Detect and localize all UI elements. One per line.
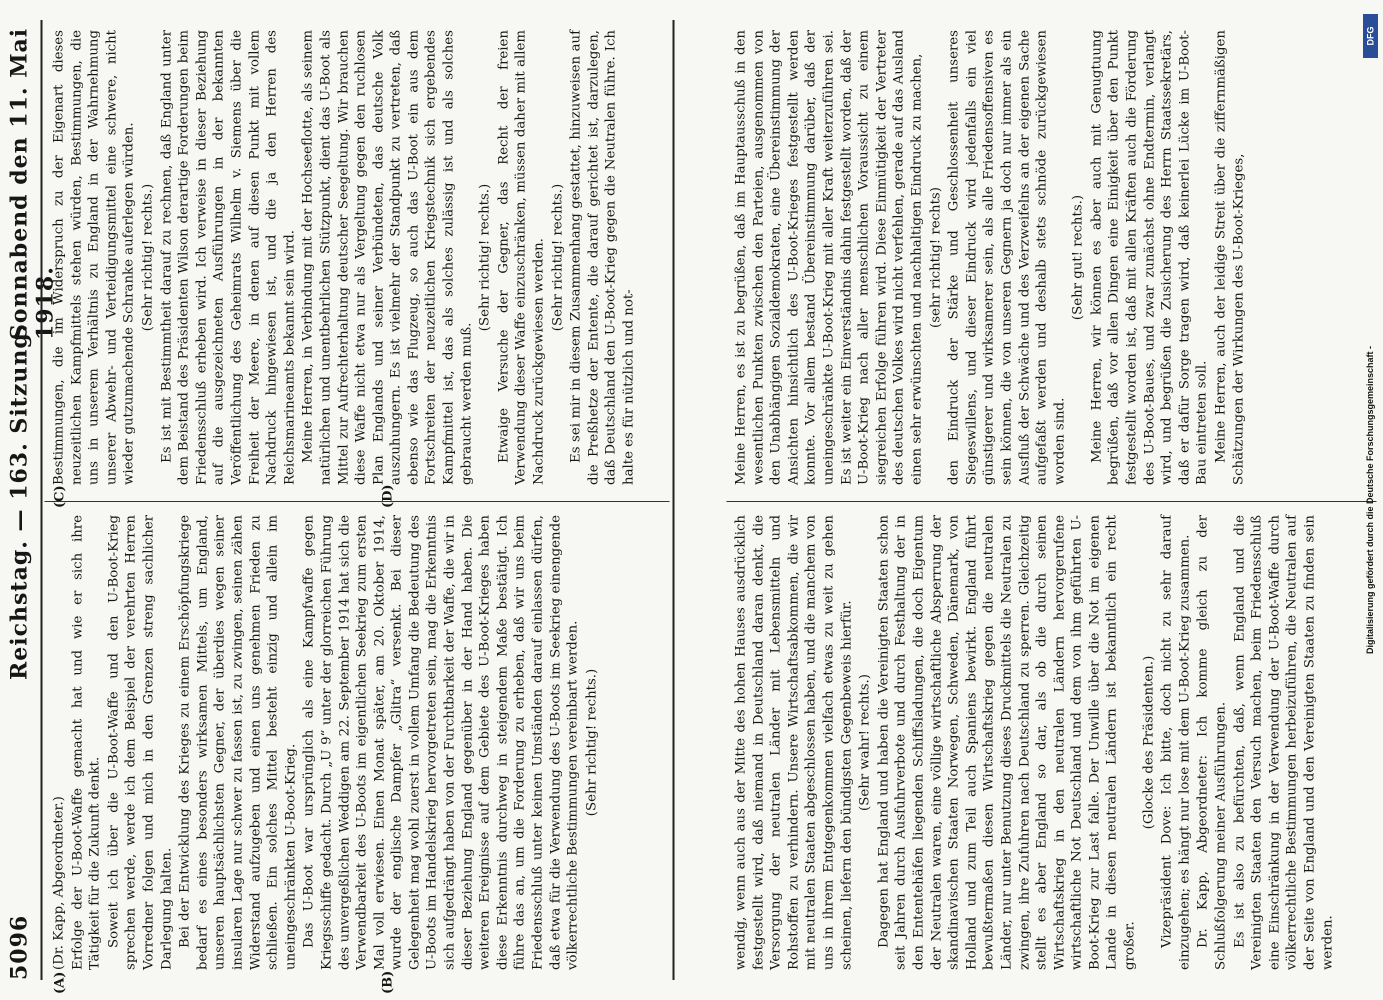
paragraph: Meine Herren, es ist zu begrüßen, daß im Hauptausschuß in den wesentlichen Punkten zwischen den Parteien, ausgenommen von den Unabhängigen Sozialdemokraten, eine Übereinstimmung der Ansichten hinsichtlich des U-Boot-Krieges festgestellt werden konnte. Vor allem bestand Übereinstimmung darüber, daß der uneingeschränkte U-Boot-Krieg mit aller Kraft weiterzuführen sei. Es ist weiter ein Einverständnis dahin festgestellt worden, daß der U-Boot-Krieg nach aller menschlichen Voraussicht zu einem siegreichen Erfolge führen wird. Diese Einmütigkeit der Vertreter des deutschen Volkes wird nicht verfehlen, gerade auf das Ausland einen sehr erwünschten und nachhaltigen Eindruck zu machen, xyxy=(733,30,924,485)
credit-text: Digitalisierung gefördert durch die Deutsche Forschungsgemeinschaft - xyxy=(1365,345,1375,655)
dfg-logo-icon: DFG xyxy=(1363,14,1378,58)
interjection: (Sehr gut! rechts.) xyxy=(1070,194,1086,321)
section-rule xyxy=(672,20,674,980)
column-divider xyxy=(726,501,1376,502)
text-column-4 xyxy=(732,30,1248,485)
margin-marker: (A) xyxy=(52,971,67,994)
interjection: (Sehr richtig! rechts.) xyxy=(139,183,155,332)
text-column-2 xyxy=(50,30,639,485)
digitization-credit xyxy=(1359,8,1381,992)
paragraph: Bei der Entwicklung des Krieges zu einem Erschöpfungskriege bedarf es eines besonders wirksamen Mittels, um England, unseren hauptsächlichsten Gegner, der überdies wegen seiner insularen Lage nur schwer zu fassen ist, zu zwingen, seinen zähen Widerstand aufzugeben und einen uns genehmen Frieden zu schließen. Ein solches Mittel besteht einzig und allein im uneingeschränkten U-Boot-Krieg. xyxy=(177,515,298,970)
paragraph: Es ist also zu befürchten, daß, wenn England und die Vereinigten Staaten den Versuch machen, beim Friedensschluß eine Einschränkung in der Verwendung der U-Boot-Waffe durch völkerrechtliche Bestimmungen herbeizuführen, die Neutralen auf der Seite von England und den Vereinigten Staaten zu finden sein werden. xyxy=(1231,515,1335,970)
paragraph: Soweit ich über die U-Boot-Waffe und den U-Boot-Krieg sprechen werde, werde ich dem Beispiel der verehrten Herren Vorredner folgen und mich in den Grenzen streng sachlicher Darlegung halten. xyxy=(105,515,174,970)
column-divider xyxy=(44,501,669,502)
header-rule xyxy=(40,20,42,980)
paragraph: wendig, wenn auch aus der Mitte des hohen Hauses ausdrücklich festgestellt wird, daß niemand in Deutschland daran denkt, die Versorgung der neutralen Länder mit Lebensmitteln und Rohstoffen zu verhindern. Unsere Wirtschaftsabkommen, die wir mit neutralen Staaten abgeschlossen haben, und die manchem von uns in ihrem Entgegenkommen vielfach etwas zu weit zu gehen scheinen, liefern den bündigsten Gegenbeweis hierfür. xyxy=(733,515,854,970)
page-number: 5096 xyxy=(6,914,32,980)
text-column-1 xyxy=(50,515,601,970)
interjection: (Sehr wahr! rechts.) xyxy=(857,674,873,811)
paragraph: Das U-Boot war ursprünglich als eine Kampfwaffe gegen Kriegsschiffe gedacht. Durch „U 9“ unter der glorreichen Führung des unvergeßlichen Weddigen am 22. September 1914 hat sich die Verwendbarkeit des U-Boots im eigentlichen Seekrieg zum ersten Mal voll erwiesen. Einen Monat später, am 20. Oktober 1914, wurde der englische Dampfer „Glitra“ versenkt. Bei dieser Gelegenheit mag wohl zuerst in vollem Umfang die Bedeutung des U-Boots im Handelskrieg hervorgetreten sein, mag die Erkenntnis sich aufgedrängt haben von der Furchtbarkeit der Waffe, die wir in dieser Beziehung England gegenüber in der Hand haben. Die weiteren Ereignisse auf dem Gebiete des U-Boot-Krieges haben diese Erkenntnis durchweg in steigendem Maße bestätigt. Ich führe das an, um die Forderung zu erheben, daß wir uns beim Friedensschluß unter keinen Umständen darauf einlassen dürfen, daß etwa für die Verwendung des U-Boots im Seekrieg einengende völkerrechtliche Bestimmungen vereinbart werden. xyxy=(301,515,581,970)
paragraph: Es ist mit Bestimmtheit darauf zu rechnen, daß England unter dem Beistand des Präsidenten Wilson derartige Forderungen beim Friedensschluß erheben wird. Ich verweise in dieser Beziehung auf die ausgezeichneten Ausführungen in der bekannten Veröffentlichung des Geheimrats Wilhelm v. Siemens über die Freiheit der Meere, in denen auf diesen Punkt mit vollem Nachdruck hingewiesen ist, und die ja den Herren des Reichsmarineamts bekannt sein wird. xyxy=(158,30,297,485)
margin-marker: (B) xyxy=(380,970,395,994)
margin-marker: (D) xyxy=(380,484,395,508)
text-column-3 xyxy=(732,515,1337,970)
page-title: Reichstag. — 163. Sitzung. xyxy=(6,323,32,680)
interjection: (Sehr richtig! rechts.) xyxy=(549,183,565,332)
paragraph: Es sei mir in diesem Zusammenhang gestattet, hinzuweisen auf die Preßhetze der Entente, die darauf gerichtet ist, darzulegen, daß Deutschland den U-Boot-Krieg gegen die Neutralen führe. Ich halte es für nützlich und not- xyxy=(568,30,636,485)
paragraph: Vizepräsident Dove: Ich bitte, doch nicht zu sehr darauf einzugehen; es hängt nur lose mit dem U-Boot-Krieg zusammen. xyxy=(1159,515,1192,970)
paragraph: Dagegen hat England und haben die Vereinigten Staaten schon seit Jahren durch Ausfuhrverbote und durch Festhaltung der in den Ententehäfen liegenden Schiffsladungen, die doch Eigentum der Neutralen waren, eine völlige wirtschaftliche Absperrung der skandinavischen Staaten Norwegen, Schweden, Dänemark, von Holland und zum Teil auch Spaniens bewirkt. England führt bewußtermaßen diesen Wirtschaftskrieg gegen die neutralen Länder, nur unter Benutzung dieses Druckmittels die Neutralen zu zwingen, ihre Zufuhren nach Deutschland zu sperren. Gleichzeitig stellt es aber England so dar, als ob die durch seinen Wirtschaftskrieg in den neutralen Ländern hervorgerufene wirtschaftliche Not Deutschland und dem von ihm geführten U-Boot-Krieg zur Last falle. Der Unwille über die Not im eigenen Lande in diesen neutralen Ländern ist bekanntlich ein recht großer. xyxy=(875,515,1138,970)
page-date: Sonnabend den 11. Mai 1918. xyxy=(6,27,58,340)
paragraph: Meine Herren, wir können es aber auch mit Genugtuung begrüßen, daß vor allen Dingen eine Einigkeit über den Punkt festgestellt worden ist, daß mit allen Kräften auch die Förderung des U-Boot-Baues, und zwar zunächst ohne Endtermin, verlangt wird, und begrüßen die Zusicherung des Herrn Staatssekretärs, daß er dafür Sorge tragen wird, daß keinerlei Lücke im U-Boot-Bau eintreten soll. xyxy=(1088,30,1210,485)
margin-marker: (C) xyxy=(52,485,67,508)
paragraph: Etwaige Versuche der Gegner, das Recht der freien Verwendung dieser Waffe einzuschränken, müssen daher mit allem Nachdruck zurückgewiesen werden. xyxy=(495,30,547,485)
paragraph: Dr. Kapp, Abgeordneter: Ich komme gleich zu der Schlußfolgerung meiner Ausführungen. xyxy=(1195,515,1229,970)
interjection: (sehr richtig! rechts) xyxy=(927,187,943,328)
speaker-line: (Dr. Kapp, Abgeordneter.) xyxy=(51,796,66,970)
paragraph: Meine Herren, auch der leidige Streit über die ziffernmäßigen Schätzungen der Wirkungen des U-Boot-Krieges, xyxy=(1213,30,1246,485)
paragraph: Erfolge der U-Boot-Waffe gemacht hat und wie er sich ihre Tätigkeit für die Zukunft denkt. xyxy=(69,515,103,970)
paragraph: Meine Herren, in Verbindung mit der Hochseeflotte, als seinem natürlichen und unentbehrlichen Stützpunkt, dient das U-Boot als Mittel zur Aufrechterhaltung deutscher Seegeltung. Wir brauchen diese Waffe nicht etwa nur als Vergeltung gegen den ruchlosen Plan Englands und seiner Verbündeten, das deutsche Volk auszuhungern. Es ist vielmehr der Standpunkt zu vertreten, daß ebenso wie das Flugzeug, so auch das U-Boot ein aus dem Fortschreiten der neuzeitlichen Kriegstechnik sich ergebendes Kampfmittel ist, das als solches zulässig ist und als solches gebraucht werden muß. xyxy=(300,30,474,485)
interjection: (Sehr richtig! rechts.) xyxy=(583,668,599,817)
interjection: (Glocke des Präsidenten.) xyxy=(1140,655,1156,830)
paragraph: den Eindruck der Stärke und Geschlossenheit unseres Siegeswillens, und dieser Eindruck wird jedenfalls ein viel günstigerer und wirksamerer sein, als alle Friedensoffensiven es sein können, die von unseren Gegnern ja doch nur immer als ein Ausfluß der Schwäche und des Verzweifelns an der eigenen Sache aufgefaßt werden und deshalb stets schnöde zurückgewiesen worden sind. xyxy=(946,30,1067,485)
interjection: (Sehr richtig! rechts.) xyxy=(477,183,493,332)
paragraph: Bestimmungen, die im Widerspruch zu der Eigenart dieses neuzeitlichen Kampfmittels stehen würden, Bestimmungen, die uns in unserem Verhältnis zu England in der Wahrnehmung unserer Abwehr- und Verteidigungsmittel eine schwere, nicht wieder gutzumachende Schranke auferlegen würden. xyxy=(51,30,137,485)
